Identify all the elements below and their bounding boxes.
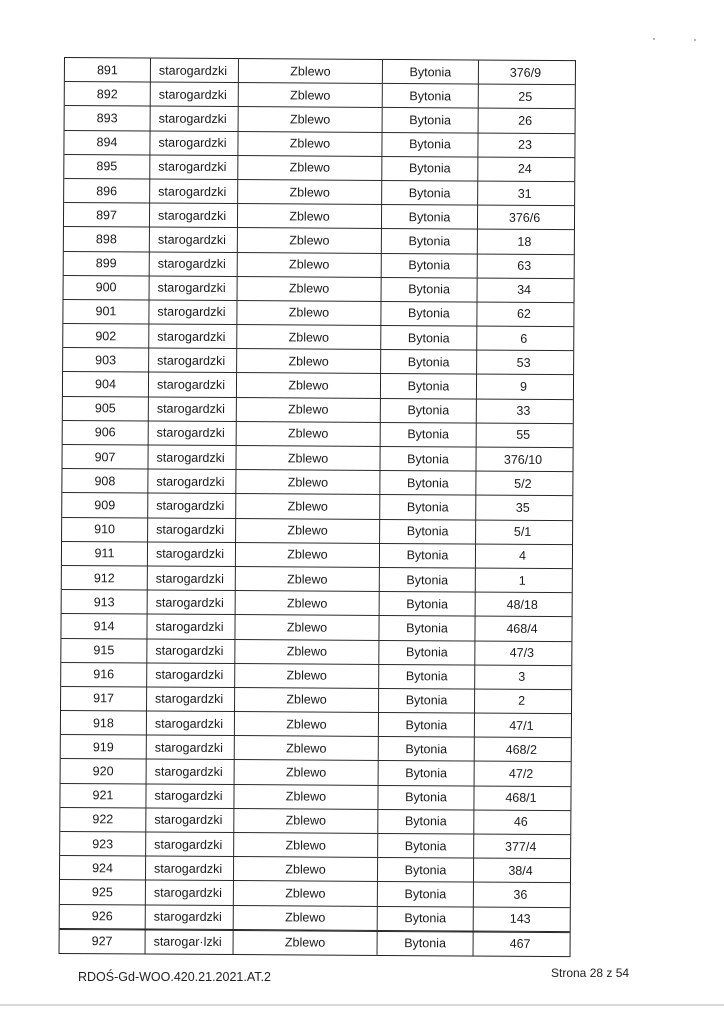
table-row <box>65 58 575 85</box>
parcel-number-cell: 6 <box>520 331 528 346</box>
parcel-number-cell: 47/3 <box>509 645 535 660</box>
page-number: Strona 28 z 54 <box>551 966 630 980</box>
parcel-number-cell: 377/4 <box>505 839 537 854</box>
parcel-number-cell: 467 <box>509 936 531 952</box>
municipality-cell: Zblewo <box>236 446 380 470</box>
parcel-number-cell: 63 <box>517 258 532 273</box>
table-row <box>62 566 572 593</box>
row-number: 927 <box>60 930 146 954</box>
parcel-number-cell: 35 <box>515 500 530 515</box>
county-cell: starogardzki <box>149 373 237 397</box>
table-row <box>61 711 571 738</box>
parcel-number-cell: 18 <box>517 234 532 249</box>
municipality-cell: Zblewo <box>234 833 378 857</box>
county-cell: starogardzki <box>148 542 236 566</box>
row-number: 909 <box>62 493 148 517</box>
municipality-cell: Zblewo <box>236 470 380 494</box>
precinct-cell: Bytonia <box>383 108 479 132</box>
table-row <box>61 735 571 762</box>
county-cell: starogardzki <box>149 300 237 324</box>
county-cell: starogardzki <box>149 349 237 373</box>
table-row <box>64 155 574 182</box>
precinct-cell: Bytonia <box>382 278 478 302</box>
table-row <box>60 784 570 811</box>
precinct-cell: Bytonia <box>379 761 475 785</box>
parcel-number-cell: 2 <box>518 694 526 709</box>
precinct-cell: Bytonia <box>378 858 474 882</box>
county-cell: starogardzki <box>151 59 239 83</box>
precinct-cell: Bytonia <box>378 882 474 906</box>
parcel-number-cell: 48/18 <box>506 597 538 612</box>
county-cell: starogardzki <box>146 833 234 857</box>
precinct-cell: Bytonia <box>381 350 477 374</box>
county-cell: starogardzki <box>149 397 237 421</box>
table-row <box>61 687 571 714</box>
county-cell: starogardzki <box>148 518 236 542</box>
county-cell: starogardzki <box>149 421 237 445</box>
precinct-cell: Bytonia <box>380 495 476 519</box>
precinct-cell: Bytonia <box>379 665 475 689</box>
parcel-number-cell: 376/9 <box>509 65 542 80</box>
precinct-cell: Bytonia <box>382 157 478 181</box>
county-cell: starogardzki <box>150 276 238 300</box>
scan-speck <box>694 39 696 41</box>
municipality-cell: Zblewo <box>235 664 379 688</box>
row-number: 923 <box>60 832 146 856</box>
municipality-cell: Zblewo <box>234 809 378 833</box>
county-cell: starogardzki <box>150 228 238 252</box>
parcel-number-cell: 62 <box>516 307 531 322</box>
table-row <box>60 832 570 859</box>
row-number: 922 <box>60 808 146 832</box>
row-number: 891 <box>65 58 151 82</box>
county-cell: starogardzki <box>147 639 235 663</box>
parcel-number-cell: 376/10 <box>503 452 543 467</box>
document-reference: RDOŚ-Gd-WOO.420.21.2021.AT.2 <box>78 970 271 984</box>
table-row <box>63 397 573 424</box>
table-row <box>63 300 573 327</box>
municipality-cell: Zblewo <box>234 785 378 809</box>
parcel-number-cell: 38/4 <box>508 863 533 878</box>
municipality-cell: Zblewo <box>235 712 379 736</box>
parcel-number-cell: 31 <box>517 186 532 201</box>
row-number: 902 <box>63 324 149 348</box>
table-row <box>60 880 570 907</box>
table-row <box>61 663 571 690</box>
row-number: 913 <box>62 590 148 614</box>
table-row <box>64 179 574 206</box>
row-number: 908 <box>62 469 148 493</box>
county-cell: starogardzki <box>147 712 235 736</box>
precinct-cell: Bytonia <box>378 906 474 930</box>
precinct-cell: Bytonia <box>379 713 475 737</box>
parcel-table <box>59 57 576 957</box>
parcel-number-cell: 468/1 <box>505 790 537 806</box>
table-row <box>65 106 575 133</box>
row-number: 899 <box>64 252 150 276</box>
parcel-number-cell: 5/2 <box>514 476 532 491</box>
table-row <box>62 542 572 569</box>
county-cell: starogardzki <box>148 494 236 518</box>
row-number: 894 <box>64 131 150 155</box>
county-cell: starogardzki <box>149 325 237 349</box>
municipality-cell: Zblewo <box>234 881 378 905</box>
row-number: 911 <box>62 542 148 566</box>
municipality-cell: Zblewo <box>237 349 381 373</box>
precinct-cell: Bytonia <box>381 302 477 326</box>
precinct-cell: Bytonia <box>381 326 477 350</box>
parcel-number-cell: 34 <box>517 283 532 298</box>
precinct-cell: Bytonia <box>378 810 474 834</box>
county-cell: starogardzki <box>150 155 238 179</box>
county-cell: starogardzki <box>148 591 236 615</box>
municipality-cell: Zblewo <box>234 931 378 955</box>
municipality-cell: Zblewo <box>238 156 382 180</box>
precinct-cell: Bytonia <box>383 84 479 108</box>
municipality-cell: Zblewo <box>237 422 381 446</box>
table-row <box>62 590 572 617</box>
municipality-cell: Zblewo <box>236 543 380 567</box>
table-row <box>64 131 574 158</box>
scan-edge-line <box>0 1004 724 1006</box>
table-row <box>60 808 570 835</box>
table-row <box>63 372 573 399</box>
precinct-cell: Bytonia <box>379 616 475 640</box>
county-cell: starogar·lzki <box>146 930 234 954</box>
parcel-number-cell: 9 <box>519 379 528 394</box>
municipality-cell: Zblewo <box>234 857 378 881</box>
precinct-cell: Bytonia <box>378 932 474 956</box>
parcel-number-cell: 36 <box>513 887 528 902</box>
county-cell: starogardzki <box>146 808 234 832</box>
precinct-cell: Bytonia <box>379 640 475 664</box>
county-cell: starogardzki <box>146 784 234 808</box>
table-row <box>60 905 570 932</box>
municipality-cell: Zblewo <box>238 228 382 252</box>
county-cell: starogardzki <box>150 179 238 203</box>
county-cell: starogardzki <box>147 736 235 760</box>
municipality-cell: Zblewo <box>239 59 383 83</box>
municipality-cell: Zblewo <box>237 325 381 349</box>
county-cell: starogardzki <box>147 760 235 784</box>
parcel-number-cell: 1 <box>518 573 526 588</box>
row-number: 924 <box>60 856 146 880</box>
row-number: 901 <box>63 300 149 324</box>
municipality-cell: Zblewo <box>238 204 382 228</box>
row-number: 916 <box>61 663 147 687</box>
parcel-number-cell: 5/1 <box>513 524 532 540</box>
row-number: 896 <box>64 179 150 203</box>
precinct-cell: Bytonia <box>380 544 476 568</box>
parcel-number-cell: 143 <box>509 911 531 927</box>
parcel-number-cell: 47/2 <box>508 766 534 781</box>
table-row <box>61 614 571 641</box>
row-number: 919 <box>61 735 147 759</box>
municipality-cell: Zblewo <box>237 398 381 422</box>
municipality-cell: Zblewo <box>238 132 382 156</box>
precinct-cell: Bytonia <box>382 133 478 157</box>
row-number: 893 <box>65 106 151 130</box>
county-cell: starogardzki <box>150 204 238 228</box>
row-number: 910 <box>62 518 148 542</box>
row-number: 905 <box>63 397 149 421</box>
county-cell: starogardzki <box>150 252 238 276</box>
row-number: 898 <box>64 227 150 251</box>
precinct-cell: Bytonia <box>383 60 479 84</box>
county-cell: starogardzki <box>151 83 239 107</box>
parcel-number-cell: 33 <box>516 403 531 419</box>
municipality-cell: Zblewo <box>234 906 378 930</box>
county-cell: starogardzki <box>146 881 234 905</box>
parcel-number-cell: 25 <box>518 89 533 104</box>
county-cell: starogardzki <box>151 107 239 131</box>
row-number: 906 <box>63 421 149 445</box>
row-number: 921 <box>60 784 146 808</box>
municipality-cell: Zblewo <box>236 519 380 543</box>
municipality-cell: Zblewo <box>235 615 379 639</box>
row-number: 926 <box>60 905 146 929</box>
county-cell: starogardzki <box>147 615 235 639</box>
county-cell: starogardzki <box>148 446 236 470</box>
table-row <box>64 252 574 279</box>
municipality-cell: Zblewo <box>235 760 379 784</box>
precinct-cell: Bytonia <box>380 471 476 495</box>
table-row <box>64 227 574 254</box>
table-row <box>63 421 573 448</box>
precinct-cell: Bytonia <box>381 423 477 447</box>
county-cell: starogardzki <box>148 470 236 494</box>
parcel-number-cell: 46 <box>513 815 528 830</box>
table-row <box>62 469 572 496</box>
row-number: 912 <box>62 566 148 590</box>
table-row <box>61 759 571 786</box>
precinct-cell: Bytonia <box>378 786 474 810</box>
table-row <box>64 276 574 303</box>
table-row <box>64 203 574 230</box>
municipality-cell: Zblewo <box>235 688 379 712</box>
parcel-number-cell: 24 <box>517 162 532 177</box>
parcel-number-cell: 3 <box>518 670 526 685</box>
parcel-number-cell: 4 <box>518 549 526 564</box>
precinct-cell: Bytonia <box>379 737 475 761</box>
precinct-cell: Bytonia <box>379 689 475 713</box>
parcel-number-cell: 468/2 <box>505 742 537 757</box>
precinct-cell: Bytonia <box>382 181 478 205</box>
row-number: 915 <box>61 638 147 662</box>
table-row <box>61 638 571 665</box>
municipality-cell: Zblewo <box>238 253 382 277</box>
municipality-cell: Zblewo <box>238 180 382 204</box>
row-number: 903 <box>63 348 149 372</box>
municipality-cell: Zblewo <box>236 494 380 518</box>
municipality-cell: Zblewo <box>237 301 381 325</box>
municipality-cell: Zblewo <box>239 83 383 107</box>
row-number: 918 <box>61 711 147 735</box>
row-number: 900 <box>64 276 150 300</box>
county-cell: starogardzki <box>147 663 235 687</box>
municipality-cell: Zblewo <box>235 736 379 760</box>
precinct-cell: Bytonia <box>381 374 477 398</box>
parcel-number-cell: 468/4 <box>506 621 538 636</box>
row-number: 892 <box>65 82 151 106</box>
row-number: 917 <box>61 687 147 711</box>
precinct-cell: Bytonia <box>382 205 478 229</box>
precinct-cell: Bytonia <box>380 568 476 592</box>
parcel-number-cell: 53 <box>516 355 531 370</box>
municipality-cell: Zblewo <box>238 277 382 301</box>
county-cell: starogardzki <box>150 131 238 155</box>
county-cell: starogardzki <box>146 905 234 929</box>
row-number: 895 <box>64 155 150 179</box>
municipality-cell: Zblewo <box>236 591 380 615</box>
parcel-number-cell: 26 <box>518 113 533 128</box>
precinct-cell: Bytonia <box>380 520 476 544</box>
precinct-cell: Bytonia <box>378 834 474 858</box>
precinct-cell: Bytonia <box>381 399 477 423</box>
table-row <box>60 856 570 883</box>
table-row <box>62 445 572 472</box>
table-row <box>62 493 572 520</box>
row-number: 920 <box>61 759 147 783</box>
precinct-cell: Bytonia <box>380 447 476 471</box>
municipality-cell: Zblewo <box>236 567 380 591</box>
table-row <box>63 324 573 351</box>
row-number: 925 <box>60 880 146 904</box>
municipality-cell: Zblewo <box>239 107 383 131</box>
precinct-cell: Bytonia <box>382 229 478 253</box>
municipality-cell: Zblewo <box>237 374 381 398</box>
row-number: 897 <box>64 203 150 227</box>
county-cell: starogardzki <box>146 857 234 881</box>
parcel-number-cell: 55 <box>516 428 531 443</box>
county-cell: starogardzki <box>147 687 235 711</box>
parcel-number-cell: 376/6 <box>508 210 541 225</box>
row-number: 904 <box>63 372 149 396</box>
precinct-cell: Bytonia <box>380 592 476 616</box>
municipality-cell: Zblewo <box>235 640 379 664</box>
precinct-cell: Bytonia <box>382 253 478 277</box>
parcel-number-cell: 23 <box>517 137 532 153</box>
table-row <box>60 929 570 957</box>
table-row <box>63 348 573 375</box>
row-number: 914 <box>61 614 147 638</box>
table-row <box>65 82 575 109</box>
scan-speck <box>653 38 655 40</box>
row-number: 907 <box>62 445 148 469</box>
parcel-number-cell: 47/1 <box>509 718 534 733</box>
county-cell: starogardzki <box>148 566 236 590</box>
table-row <box>62 518 572 545</box>
